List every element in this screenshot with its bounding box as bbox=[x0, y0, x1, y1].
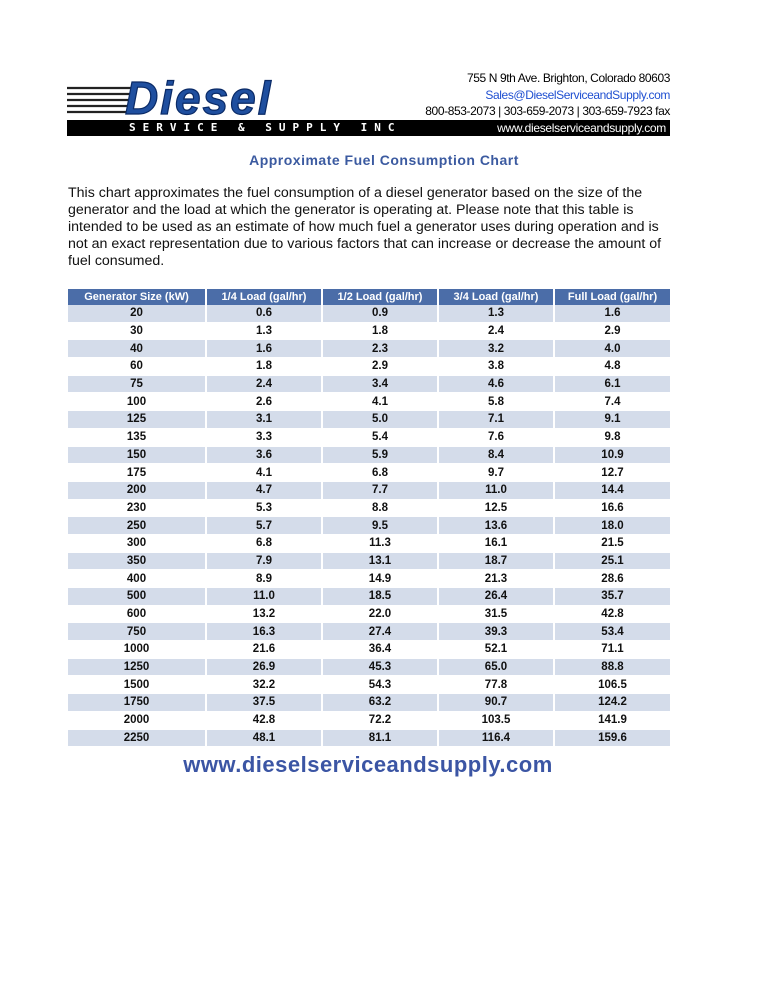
table-cell: 40 bbox=[68, 340, 206, 358]
table-cell: 16.3 bbox=[206, 623, 322, 641]
table-row bbox=[68, 588, 670, 606]
table-row bbox=[68, 517, 670, 535]
table-cell: 42.8 bbox=[206, 711, 322, 729]
table-cell: 106.5 bbox=[554, 676, 670, 694]
table-cell: 13.6 bbox=[438, 517, 554, 535]
table-cell: 75 bbox=[68, 375, 206, 393]
table-cell: 103.5 bbox=[438, 711, 554, 729]
table-row bbox=[68, 694, 670, 712]
table-cell: 4.7 bbox=[206, 481, 322, 499]
table-row bbox=[68, 499, 670, 517]
table-cell: 60 bbox=[68, 358, 206, 376]
footer-website-link[interactable]: www.dieselserviceandsupply.com bbox=[183, 752, 553, 777]
column-header: Full Load (gal/hr) bbox=[554, 289, 670, 305]
table-row bbox=[68, 446, 670, 464]
tagline: SERVICE & SUPPLY INC bbox=[129, 121, 402, 134]
table-cell: 90.7 bbox=[438, 694, 554, 712]
table-cell: 25.1 bbox=[554, 552, 670, 570]
table-cell: 35.7 bbox=[554, 588, 670, 606]
table-row bbox=[68, 605, 670, 623]
table-cell: 8.4 bbox=[438, 446, 554, 464]
table-cell: 124.2 bbox=[554, 694, 670, 712]
letterhead bbox=[67, 70, 670, 136]
table-cell: 1.8 bbox=[206, 358, 322, 376]
table-cell: 22.0 bbox=[322, 605, 438, 623]
email-link[interactable]: Sales@DieselServiceandSupply.com bbox=[485, 87, 670, 102]
table-row bbox=[68, 393, 670, 411]
table-cell: 14.9 bbox=[322, 570, 438, 588]
table-cell: 14.4 bbox=[554, 481, 670, 499]
table-cell: 300 bbox=[68, 534, 206, 552]
table-cell: 5.7 bbox=[206, 517, 322, 535]
table-cell: 1750 bbox=[68, 694, 206, 712]
table-cell: 5.0 bbox=[322, 411, 438, 429]
table-cell: 11.0 bbox=[438, 481, 554, 499]
table-cell: 45.3 bbox=[322, 658, 438, 676]
table-row bbox=[68, 322, 670, 340]
table-cell: 6.8 bbox=[322, 464, 438, 482]
table-cell: 52.1 bbox=[438, 641, 554, 659]
table-cell: 10.9 bbox=[554, 446, 670, 464]
table-cell: 500 bbox=[68, 588, 206, 606]
table-row bbox=[68, 711, 670, 729]
table-cell: 4.0 bbox=[554, 340, 670, 358]
page-title: Approximate Fuel Consumption Chart bbox=[249, 152, 519, 168]
table-cell: 16.6 bbox=[554, 499, 670, 517]
intro-paragraph: This chart approximates the fuel consumption of a diesel generator based on the size of the generator and the load at which the generator is operating at. Please note that this table is intended to be used as an estimate of how much fuel a generator uses during operation and is not an exact representation due to various factors that can increase or decrease the amount of fuel consumed. bbox=[68, 185, 662, 269]
table-cell: 141.9 bbox=[554, 711, 670, 729]
table-cell: 3.4 bbox=[322, 375, 438, 393]
contact-block bbox=[425, 70, 670, 120]
table-cell: 1.6 bbox=[206, 340, 322, 358]
table-cell: 1500 bbox=[68, 676, 206, 694]
table-cell: 42.8 bbox=[554, 605, 670, 623]
table-cell: 27.4 bbox=[322, 623, 438, 641]
table-cell: 125 bbox=[68, 411, 206, 429]
table-cell: 0.6 bbox=[206, 305, 322, 322]
brand-text: Diesel bbox=[125, 74, 273, 118]
table-cell: 9.7 bbox=[438, 464, 554, 482]
table-cell: 2.9 bbox=[554, 322, 670, 340]
table-cell: 2250 bbox=[68, 729, 206, 747]
phone-numbers: 800-853-2073 | 303-659-2073 | 303-659-7923 fax bbox=[425, 104, 670, 118]
table-row bbox=[68, 358, 670, 376]
table-cell: 600 bbox=[68, 605, 206, 623]
table-cell: 54.3 bbox=[322, 676, 438, 694]
table-cell: 26.9 bbox=[206, 658, 322, 676]
table-cell: 2.3 bbox=[322, 340, 438, 358]
table-cell: 2.6 bbox=[206, 393, 322, 411]
table-cell: 350 bbox=[68, 552, 206, 570]
address: 755 N 9th Ave. Brighton, Colorado 80603 bbox=[466, 71, 670, 85]
table-row bbox=[68, 623, 670, 641]
table-row bbox=[68, 658, 670, 676]
column-header: Generator Size (kW) bbox=[68, 289, 206, 305]
table-cell: 18.7 bbox=[438, 552, 554, 570]
column-header: 1/2 Load (gal/hr) bbox=[322, 289, 438, 305]
column-header: 1/4 Load (gal/hr) bbox=[206, 289, 322, 305]
table-cell: 200 bbox=[68, 481, 206, 499]
table-cell: 18.0 bbox=[554, 517, 670, 535]
table-cell: 48.1 bbox=[206, 729, 322, 747]
table-cell: 21.3 bbox=[438, 570, 554, 588]
table-cell: 2.4 bbox=[206, 375, 322, 393]
table-cell: 2.4 bbox=[438, 322, 554, 340]
table-cell: 63.2 bbox=[322, 694, 438, 712]
table-cell: 71.1 bbox=[554, 641, 670, 659]
table-cell: 1.6 bbox=[554, 305, 670, 322]
table-row bbox=[68, 428, 670, 446]
table-row bbox=[68, 552, 670, 570]
table-cell: 2000 bbox=[68, 711, 206, 729]
table-cell: 2.9 bbox=[322, 358, 438, 376]
table-cell: 11.3 bbox=[322, 534, 438, 552]
table-cell: 26.4 bbox=[438, 588, 554, 606]
table-cell: 3.8 bbox=[438, 358, 554, 376]
table-cell: 5.4 bbox=[322, 428, 438, 446]
table-cell: 116.4 bbox=[438, 729, 554, 747]
table-cell: 7.6 bbox=[438, 428, 554, 446]
table-row bbox=[68, 676, 670, 694]
table-row bbox=[68, 481, 670, 499]
table-cell: 6.8 bbox=[206, 534, 322, 552]
table-cell: 3.1 bbox=[206, 411, 322, 429]
table-cell: 1000 bbox=[68, 641, 206, 659]
table-cell: 72.2 bbox=[322, 711, 438, 729]
table-body bbox=[68, 305, 670, 747]
table-cell: 37.5 bbox=[206, 694, 322, 712]
diesel-logo bbox=[67, 74, 317, 118]
table-cell: 4.1 bbox=[322, 393, 438, 411]
table-cell: 1.8 bbox=[322, 322, 438, 340]
table-row bbox=[68, 340, 670, 358]
table-row bbox=[68, 534, 670, 552]
table-row bbox=[68, 464, 670, 482]
table-cell: 53.4 bbox=[554, 623, 670, 641]
table-cell: 3.2 bbox=[438, 340, 554, 358]
table-cell: 5.9 bbox=[322, 446, 438, 464]
column-header: 3/4 Load (gal/hr) bbox=[438, 289, 554, 305]
table-cell: 135 bbox=[68, 428, 206, 446]
table-cell: 1.3 bbox=[438, 305, 554, 322]
table-cell: 88.8 bbox=[554, 658, 670, 676]
table-cell: 18.5 bbox=[322, 588, 438, 606]
table-cell: 400 bbox=[68, 570, 206, 588]
table-cell: 750 bbox=[68, 623, 206, 641]
table-cell: 77.8 bbox=[438, 676, 554, 694]
table-cell: 8.8 bbox=[322, 499, 438, 517]
table-row bbox=[68, 305, 670, 322]
table-row bbox=[68, 375, 670, 393]
table-cell: 39.3 bbox=[438, 623, 554, 641]
table-cell: 7.1 bbox=[438, 411, 554, 429]
table-cell: 230 bbox=[68, 499, 206, 517]
table-cell: 1250 bbox=[68, 658, 206, 676]
table-cell: 16.1 bbox=[438, 534, 554, 552]
table-cell: 3.3 bbox=[206, 428, 322, 446]
table-cell: 100 bbox=[68, 393, 206, 411]
table-cell: 4.8 bbox=[554, 358, 670, 376]
table-cell: 0.9 bbox=[322, 305, 438, 322]
table-row bbox=[68, 570, 670, 588]
table-cell: 7.4 bbox=[554, 393, 670, 411]
table-cell: 20 bbox=[68, 305, 206, 322]
table-cell: 150 bbox=[68, 446, 206, 464]
table-row bbox=[68, 411, 670, 429]
table-cell: 13.2 bbox=[206, 605, 322, 623]
table-cell: 9.8 bbox=[554, 428, 670, 446]
fuel-consumption-table bbox=[68, 289, 670, 747]
header-website-link[interactable]: www.dieselserviceandsupply.com bbox=[497, 121, 666, 135]
table-cell: 159.6 bbox=[554, 729, 670, 747]
table-cell: 4.1 bbox=[206, 464, 322, 482]
table-cell: 3.6 bbox=[206, 446, 322, 464]
table-cell: 32.2 bbox=[206, 676, 322, 694]
table-row bbox=[68, 641, 670, 659]
table-cell: 4.6 bbox=[438, 375, 554, 393]
table-cell: 21.6 bbox=[206, 641, 322, 659]
brand-banner bbox=[67, 120, 670, 136]
table-cell: 65.0 bbox=[438, 658, 554, 676]
table-cell: 11.0 bbox=[206, 588, 322, 606]
table-cell: 9.1 bbox=[554, 411, 670, 429]
table-cell: 1.3 bbox=[206, 322, 322, 340]
table-cell: 9.5 bbox=[322, 517, 438, 535]
table-cell: 7.9 bbox=[206, 552, 322, 570]
table-cell: 6.1 bbox=[554, 375, 670, 393]
table-cell: 5.8 bbox=[438, 393, 554, 411]
table-cell: 8.9 bbox=[206, 570, 322, 588]
table-cell: 7.7 bbox=[322, 481, 438, 499]
table-cell: 36.4 bbox=[322, 641, 438, 659]
table-cell: 31.5 bbox=[438, 605, 554, 623]
table-row bbox=[68, 729, 670, 747]
table-cell: 175 bbox=[68, 464, 206, 482]
table-header-row bbox=[68, 289, 670, 305]
table-cell: 30 bbox=[68, 322, 206, 340]
table-cell: 12.7 bbox=[554, 464, 670, 482]
table-cell: 13.1 bbox=[322, 552, 438, 570]
table-cell: 250 bbox=[68, 517, 206, 535]
table-cell: 28.6 bbox=[554, 570, 670, 588]
table-cell: 81.1 bbox=[322, 729, 438, 747]
table-cell: 21.5 bbox=[554, 534, 670, 552]
table-cell: 5.3 bbox=[206, 499, 322, 517]
table-cell: 12.5 bbox=[438, 499, 554, 517]
